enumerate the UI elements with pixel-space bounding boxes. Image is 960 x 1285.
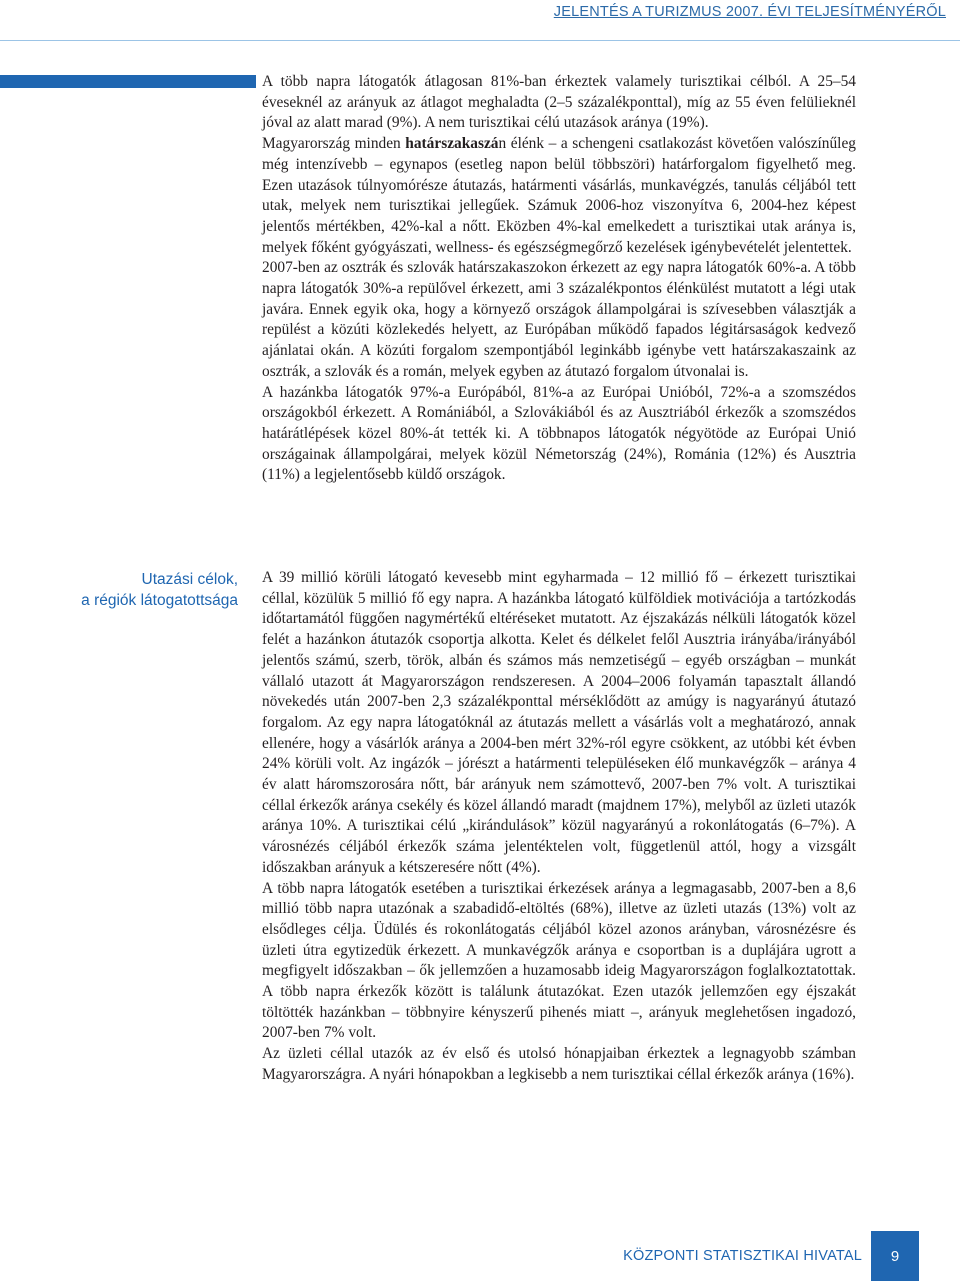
section-paragraph: A 39 millió körüli látogató kevesebb mint egyharmada – 12 millió fő – érkezett turisztikai céllal, közülük 5 millió fő egy napra. A hazánkba látogató külföldiek motivációja a tartózkodás időtartamától függően nagymértékű eltéréseket mutatott. Az éjszakázás nélküli látogatók közel felét a hazánkon átutazók csoportja alkotta. Kelet és délkelet felől Ausztria irányába/irányából jelentős számú, szerb, török, albán és számos más nemzetiségű – egyéb országban – munkát vállaló utazott át Magyarországon rendszeresen. A 2004–2006 folyamán tapasztalt állandó növekedés után 2007-ben 2,3 százalékponttal mérséklődött az amúgy is nagyarányú átutazó forgalom. Az egy napra látogatóknál az átutazás mellett a vásárlás volt a meghatározó, annak ellenére, hogy a vásárlók aránya a 2004-ben mért 32%-ról egyre csökkent, az utóbbi két évben 24% körüli volt. Az ingázók – jórészt a határmenti településeken élő munkavégzők – aránya 4 év alatt háromszorosára nőtt, bár arányuk nem számottevő, 2007-ben 7% volt. A turisztikai céllal érkezők aránya csekély és közel állandó maradt (majdnem 17%), melyből az üzleti utazók aránya 10%. A turisztikai célú „kirándulások” közül nagyarányú a rokonlátogatás (6–7%). A városnézés céljából érkezők száma jelentéktelen volt, függetlenül attól, hogy a vizsgált időszakban arányuk a kétszeresére nőtt (4%). xyxy=(262,569,856,876)
paragraph-text: n élénk – a schengeni csatlakozást követően valószínűleg még intenzívebb – egynapos (esetleg napon belül többszöri) határforgalom figyelhető meg. Ezen utazások túlnyomórésze átutazás, határmenti vásárlás, munkavégzés, tanulás céljából tett utak, melyek nem turisztikai jellegűek. Számuk 2006-hoz viszonyítva 6, 2004-hez képest jelentős mértékben, 42%-kal a nőtt. Eközben 4%-kal emelkedett a turisztikai utak aránya is, melyek főként gyógyászati, wellness- és egészségmegőrző kezelések igénybevételét jelentettek. xyxy=(262,135,856,256)
intro-text-block xyxy=(262,72,856,486)
bold-keyword: határszakaszá xyxy=(405,135,499,153)
paragraph-text: Magyarország minden xyxy=(262,135,406,153)
footer-organization: KÖZPONTI STATISZTIKAI HIVATAL xyxy=(623,1248,862,1264)
section-paragraph: Az üzleti céllal utazók az év első és utolsó hónapjaiban érkeztek a legnagyobb számban Magyarországra. A nyári hónapokban a legkisebb a nem turisztikai céllal érkezők aránya (16%). xyxy=(262,1045,856,1083)
intro-paragraph: A több napra látogatók átlagosan 81%-ban érkeztek valamely turisztikai célból. A 25–54 éveseknél az arányuk az átlagot meghaladta (2–5 százalékponttal), míg az 55 éven felülieknél jóval az alatt marad (9%). A nem turisztikai célú utazások aránya (19%). xyxy=(262,73,856,132)
accent-bar xyxy=(0,75,256,88)
page-number: 9 xyxy=(871,1231,919,1281)
section-heading-line: Utazási célok, xyxy=(141,571,238,588)
header-divider xyxy=(0,40,960,41)
intro-paragraph: 2007-ben az osztrák és szlovák határszakaszokon érkezett az egy napra látogatók 60%-a. A több napra látogatók 30%-a repülővel érkezett, ami 3 százalékpontos élénkülést mutatott a légi utak javára. Ennek egyik oka, hogy a környező országok állampolgárai is szívesebben választják a repülést a közúti közlekedés helyett, az Európában működő fapados légitársaságok kedvező ajánlatai okán. A közúti forgalom szempontjából leginkább igénybe vett határszakaszaink az osztrák, a szlovák és a román, melyek egyben az átutazó forgalom útvonalai is. xyxy=(262,259,856,380)
section-text-block xyxy=(262,568,856,1086)
running-header-title: JELENTÉS A TURIZMUS 2007. ÉVI TELJESÍTMÉNYÉRŐL xyxy=(553,4,946,20)
intro-paragraph xyxy=(262,134,856,258)
intro-paragraph: A hazánkba látogatók 97%-a Európából, 81%-a az Európai Unióból, 72%-a a szomszédos országokból érkezett. A Romániából, a Szlovákiából és az Ausztriából érkezők a szomszédos határátlépések közel 80%-át tették ki. A többnapos látogatók négyötöde az Európai Unió országainak állampolgárai, melyek közül Németország (24%), Románia (12%) és Ausztria (11%) a legjelentősebb küldő országok. xyxy=(262,383,856,484)
section-paragraph: A több napra látogatók esetében a turisztikai érkezések aránya a legmagasabb, 2007-ben a 8,6 millió több napra utazónak a szabadidő-eltöltés (68%), illetve az üzleti utazás (13%) volt az elsődleges célja. Üdülés és rokonlátogatás céljából közel azonos arányban, városnézésre és üzleti útra egytizedük érkezett. A munkavégzők aránya e csoportban is a duplájára ugrott a megfigyelt időszakban – ők jellemzően a huzamosabb ideig Magyarországon foglalkoztatottak. A több napra érkezők között is találunk átutazókat. Ezen utazók jellemzően egy éjszakát töltötték hazánkban – többnyire kényszerű pihenés miatt –, arányuk meglehetősen ingadozó, 2007-ben 7% volt. xyxy=(262,879,856,1042)
section-heading xyxy=(0,569,238,611)
section-heading-line: a régiók látogatottsága xyxy=(81,592,238,609)
